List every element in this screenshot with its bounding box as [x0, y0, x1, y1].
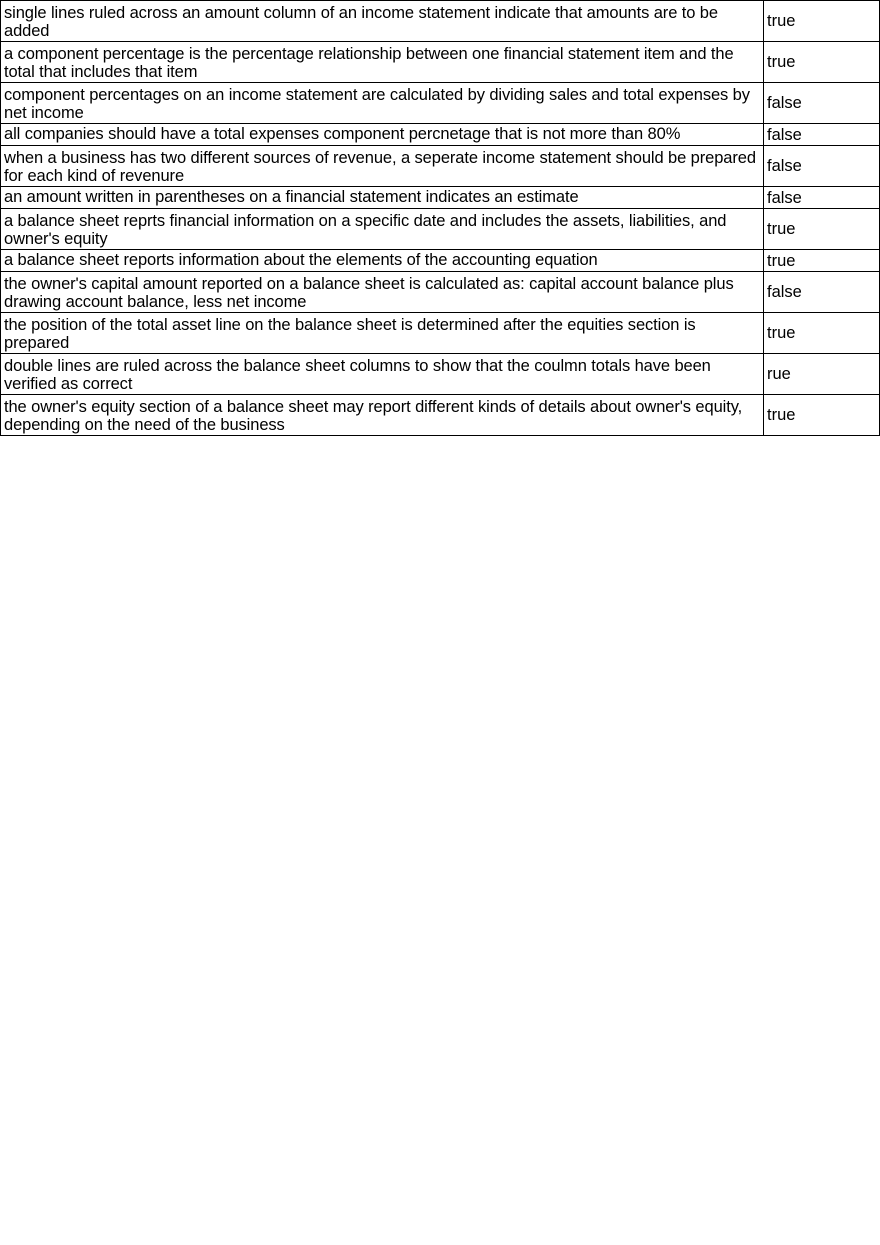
answer-cell: true	[764, 209, 880, 250]
answer-cell: false	[764, 272, 880, 313]
statement-cell: an amount written in parentheses on a financial statement indicates an estimate	[1, 187, 764, 209]
table-row	[1, 272, 880, 313]
table-row	[1, 209, 880, 250]
answer-cell: false	[764, 187, 880, 209]
table-row	[1, 83, 880, 124]
table-row	[1, 1, 880, 42]
answer-cell: false	[764, 124, 880, 146]
answer-cell: true	[764, 395, 880, 436]
answer-cell: true	[764, 42, 880, 83]
table-body	[1, 1, 880, 436]
answer-cell: true	[764, 313, 880, 354]
answer-cell: false	[764, 83, 880, 124]
answer-cell: false	[764, 146, 880, 187]
table-row	[1, 313, 880, 354]
statement-cell: component percentages on an income statement are calculated by dividing sales and total expenses by net income	[1, 83, 764, 124]
answer-cell: true	[764, 250, 880, 272]
statement-cell: all companies should have a total expenses component percnetage that is not more than 80%	[1, 124, 764, 146]
statement-cell: double lines are ruled across the balance sheet columns to show that the coulmn totals have been verified as correct	[1, 354, 764, 395]
statement-cell: single lines ruled across an amount column of an income statement indicate that amounts are to be added	[1, 1, 764, 42]
table-row	[1, 395, 880, 436]
statement-cell: the position of the total asset line on the balance sheet is determined after the equities section is prepared	[1, 313, 764, 354]
statement-cell: a component percentage is the percentage relationship between one financial statement item and the total that includes that item	[1, 42, 764, 83]
statement-cell: when a business has two different sources of revenue, a seperate income statement should be prepared for each kind of revenure	[1, 146, 764, 187]
table-row	[1, 42, 880, 83]
table-row	[1, 146, 880, 187]
table-row	[1, 187, 880, 209]
statement-cell: a balance sheet reprts financial information on a specific date and includes the assets, liabilities, and owner's equity	[1, 209, 764, 250]
true-false-table	[0, 0, 880, 436]
answer-cell: true	[764, 1, 880, 42]
statement-cell: a balance sheet reports information about the elements of the accounting equation	[1, 250, 764, 272]
statement-cell: the owner's equity section of a balance sheet may report different kinds of details about owner's equity, depending on the need of the business	[1, 395, 764, 436]
answer-cell: rue	[764, 354, 880, 395]
table-row	[1, 250, 880, 272]
statement-cell: the owner's capital amount reported on a balance sheet is calculated as: capital account balance plus drawing account balance, less net income	[1, 272, 764, 313]
table-row	[1, 124, 880, 146]
table-row	[1, 354, 880, 395]
